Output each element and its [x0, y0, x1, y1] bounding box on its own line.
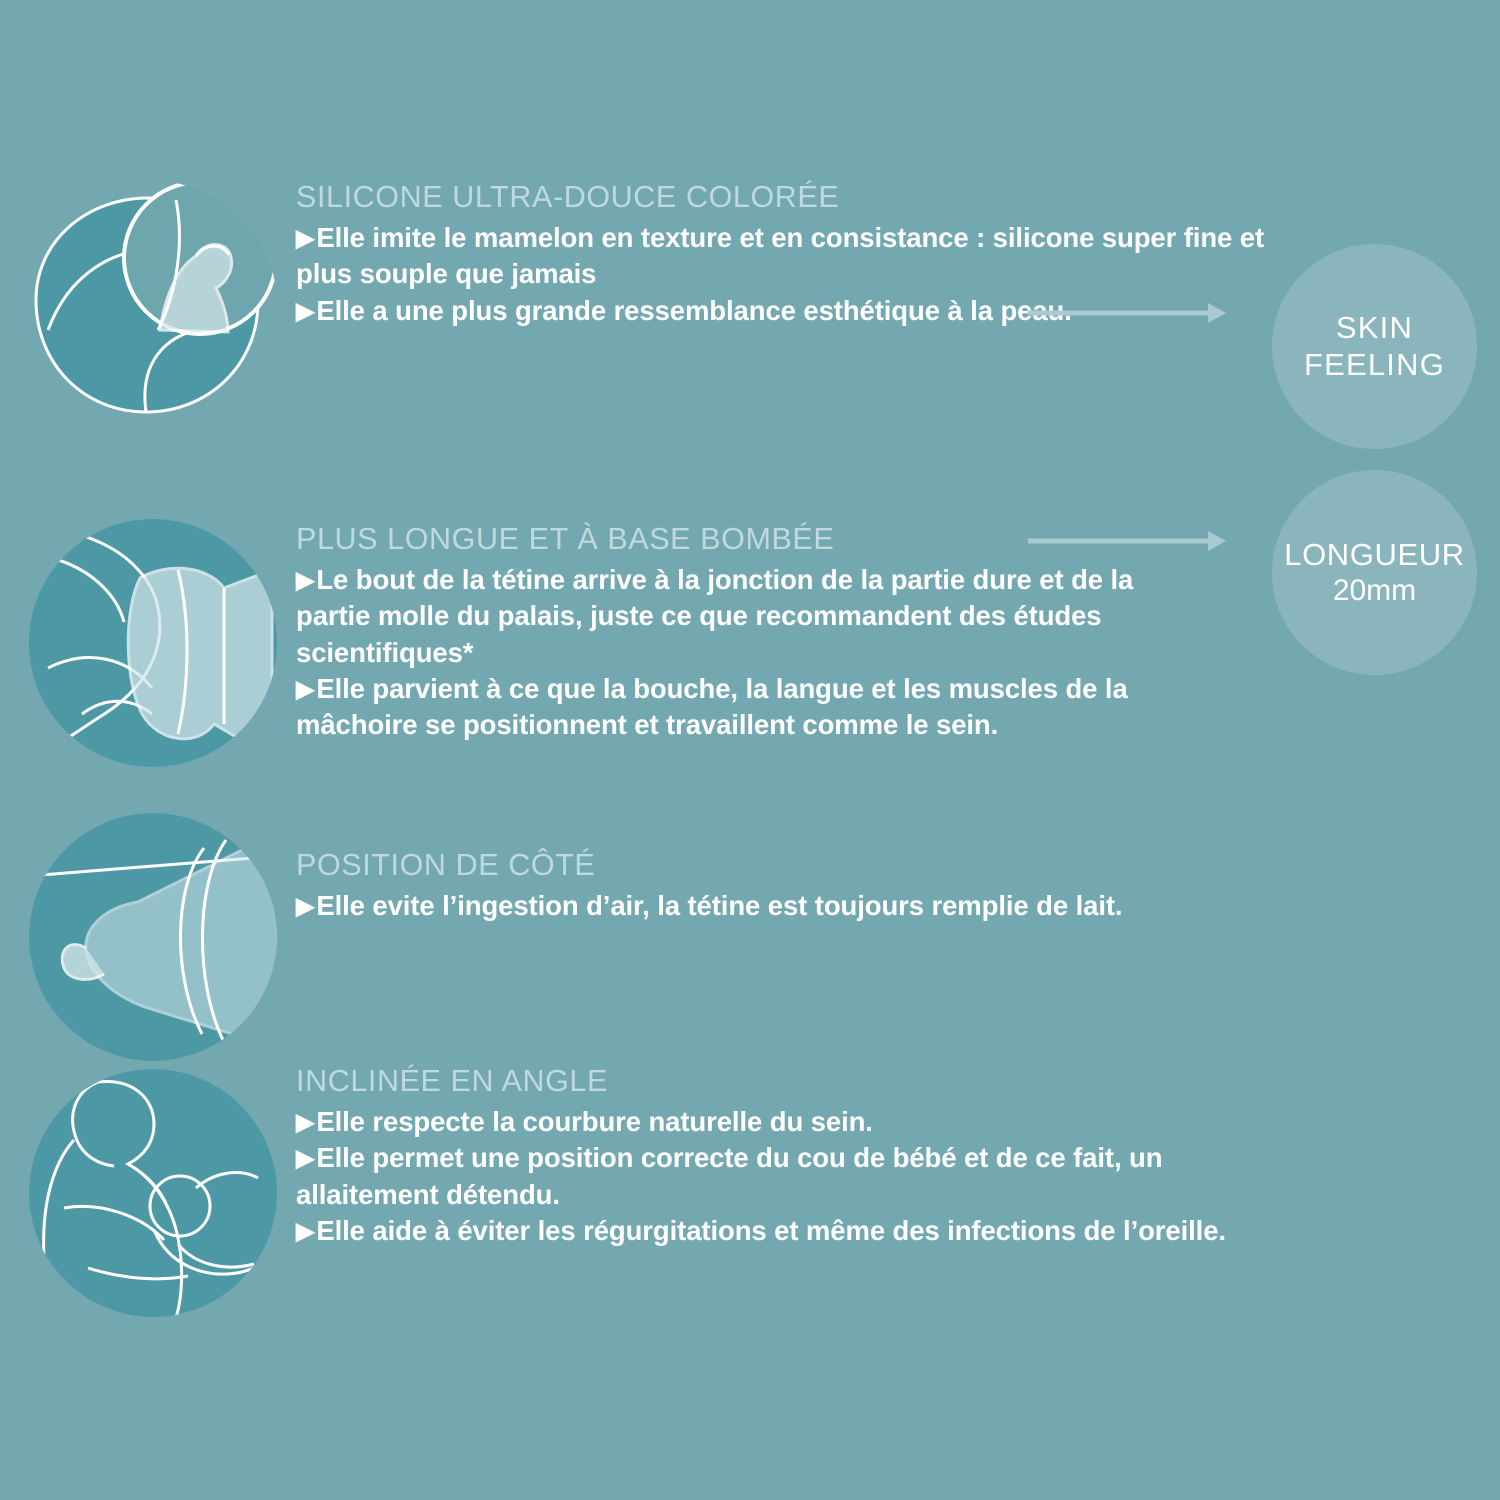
- feature-bullet: [296, 220, 1296, 293]
- arrow-right-icon: [1028, 300, 1228, 326]
- feature-title: PLUS LONGUE ET À BASE BOMBÉE: [296, 522, 835, 556]
- feature-text-silicone: [296, 180, 1265, 329]
- feature-text-inclinee-angle: [296, 1064, 1226, 1249]
- feature-text-longueur: [296, 522, 1134, 744]
- feature-bullet-text: Le bout de la tétine arrive à la jonction de la partie dure et de la partie molle du palais, juste ce que recommandent des études scientifiques*: [296, 564, 1134, 668]
- bottle-side-position-illustration: [28, 812, 278, 1062]
- bullet-marker-icon: ▶: [296, 893, 315, 921]
- bullet-marker-icon: ▶: [296, 1218, 315, 1246]
- arrow-right-icon: [1028, 528, 1228, 554]
- feature-bullet-text: Elle respecte la courbure naturelle du sein.: [316, 1106, 873, 1138]
- bullet-marker-icon: ▶: [296, 567, 315, 595]
- feature-bullet-text: Elle a une plus grande ressemblance esthétique à la peau.: [316, 294, 1072, 326]
- feature-text-position-cote: [296, 848, 1123, 924]
- feature-title: SILICONE ULTRA-DOUCE COLORÉE: [296, 180, 840, 214]
- mother-feeding-baby-illustration-svg: [28, 1068, 278, 1318]
- feature-title: INCLINÉE EN ANGLE: [296, 1064, 608, 1098]
- feature-bullet: [296, 562, 1186, 671]
- baby-mouth-nipple-illustration: [28, 518, 278, 768]
- baby-mouth-nipple-illustration-svg: [28, 518, 278, 768]
- bottle-side-position-illustration-svg: [28, 812, 278, 1062]
- feature-bullet-text: Elle aide à éviter les régurgitations et même des infections de l’oreille.: [316, 1215, 1226, 1247]
- badge-skin-feeling: [1272, 244, 1477, 449]
- feature-bullet: [296, 1140, 1256, 1213]
- bullet-marker-icon: ▶: [296, 225, 315, 253]
- feature-bullet-text: Elle imite le mamelon en texture et en consistance : silicone super fine et plus souple que jamais: [296, 222, 1265, 290]
- feature-bullet: [296, 888, 1156, 924]
- feature-bullet: [296, 671, 1186, 744]
- feature-bullet-text: Elle permet une position correcte du cou de bébé et de ce fait, un allaitement détendu.: [296, 1142, 1163, 1210]
- feature-bullet-text: Elle evite l’ingestion d’air, la tétine est toujours remplie de lait.: [316, 890, 1123, 922]
- nipple-closeup-illustration-svg: [28, 180, 278, 430]
- feature-bullet: [296, 1104, 1256, 1140]
- feature-bullet-text: Elle parvient à ce que la bouche, la langue et les muscles de la mâchoire se positionnent et travaillent comme le sein.: [296, 673, 1128, 741]
- badge-longueur: [1272, 470, 1477, 675]
- bullet-marker-icon: ▶: [296, 676, 315, 704]
- badge-skin-feeling-label: SKIN FEELING: [1303, 309, 1446, 382]
- bullet-marker-icon: ▶: [296, 297, 315, 325]
- nipple-closeup-illustration: [28, 180, 278, 430]
- badge-longueur-label: LONGUEUR: [1284, 536, 1465, 572]
- bullet-marker-icon: ▶: [296, 1145, 315, 1173]
- feature-title: POSITION DE CÔTÉ: [296, 848, 596, 882]
- bullet-marker-icon: ▶: [296, 1109, 315, 1137]
- feature-bullet: [296, 1213, 1256, 1249]
- mother-feeding-baby-illustration: [28, 1068, 278, 1318]
- badge-longueur-value: 20mm: [1332, 574, 1417, 608]
